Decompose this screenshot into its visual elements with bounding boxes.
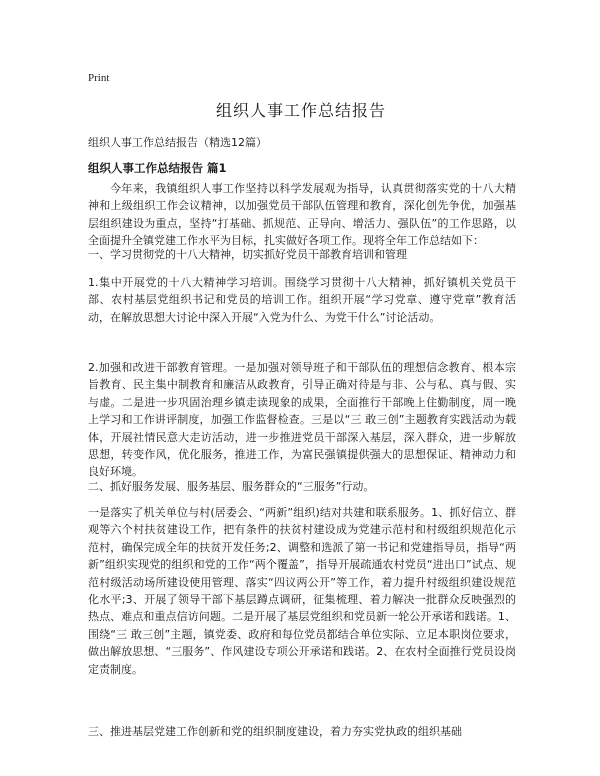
item-two-paragraph: 2.加强和改进干部教育管理。一是加强对领导班子和干部队伍的理想信念教育、根本宗旨教育、民主集中制教育和廉洁从政教育，引导正确对待是与非、公与私、真与假、实与虚。二是进一步巩固治理乡镇走读现象的成果，全面推行干部晚上住勤制度，周一晚上学习和工作讲评制度，加强工作监督检查。三是以“三 敢三创”主题教育实践活动为载体，开展社情民意大走访活动，进一步推进党员干部深入基层，深入群众，进一步解放思想，转变作风，优化服务，推进工作，为富民强镇提供强大的思想保证、精神动力和良好环境。 — [88, 361, 516, 479]
item-one-paragraph: 1.集中开展党的十八大精神学习培训。围绕学习贯彻十八大精神，抓好镇机关党员干部、农村基层党组织书记和党员的培训工作。组织开展“学习党章、遵守党章”教育活动，在解放思想大讨论中深入开展“入党为什么、为党干什么”讨论活动。 — [88, 276, 516, 324]
heading-one: 一、学习贯彻党的十八大精神，切实抓好党员干部教育培训和管理 — [88, 248, 407, 261]
document-title: 组织人事工作总结报告 — [215, 101, 386, 120]
heading-two: 二、抓好服务发展、服务基层、服务群众的“三服务”行动。 — [88, 480, 375, 493]
document-subtitle: 组织人事工作总结报告（精选12篇） — [88, 136, 267, 149]
heading-three: 三、推进基层党建工作创新和党的组织制度建设，着力夯实党执政的组织基础 — [88, 725, 462, 738]
print-link[interactable]: Print — [88, 72, 110, 84]
intro-paragraph: 今年来，我镇组织人事工作坚持以科学发展观为指导，认真贯彻落实党的十八大精神和上级组织工作会议精神，以加强党员干部队伍管理和教育，深化创先争优，加强基层组织建设为重点，坚持“打基础、抓规范、正导向、增活力、强队伍”的工作思路，以全面提升全镇党建工作水平为目标，扎实做好各项工作。现将全年工作总结如下： — [88, 182, 516, 248]
section-title: 组织人事工作总结报告 篇1 — [88, 161, 227, 175]
item-three-paragraph: 一是落实了机关单位与村(居委会、“两新”组织)结对共建和联系服务。1、抓好信立、群观等六个村扶贫建设工作，把有条件的扶贫村建设成为党建示范村和村级组织规范化示范村，确保完成全年的扶贫开发任务;2、调整和选派了第一书记和党建指导员，指导“两新”组织实现党的组织和党的工作“两个覆盖”，指导开展疏通农村党员“进出口”试点、规范村级活动场所建设使用管理、落实“四议两公开”等工作，着力提升村级组织建设规范化水平;3、开展了领导干部下基层蹲点调研，征集梳理、着力解决一批群众反映强烈的热点、难点和重点信访问题。二是开展了基层党组织和党员新一轮公开承诺和践诺。1、围绕“三 敢三创”主题，镇党委、政府和每位党员都结合单位实际、立足本职岗位要求，做出解放思想、“三服务”、作风建设专项公开承诺和践诺。2、在农村全面推行党员设岗定责制度。 — [88, 506, 516, 676]
